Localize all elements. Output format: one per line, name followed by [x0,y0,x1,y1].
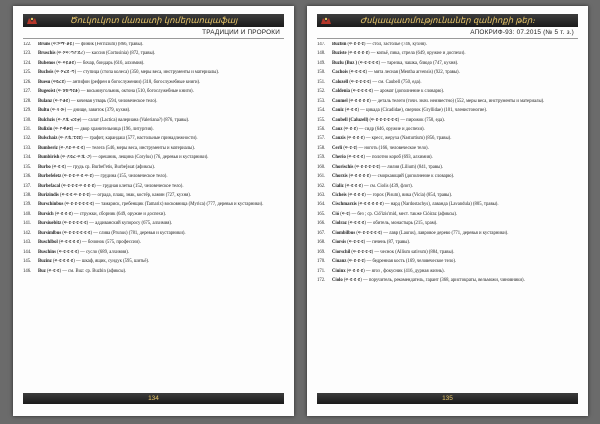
entry-number: 132. [23,136,32,142]
entry-definition: (ፍ·ዩ·ዩ·ዩ) — поручитель, рекомендатель, гарант (368, аристократы, вельможи, чиновники). [342,277,525,283]
list-item [317,269,578,275]
list-item [23,42,284,48]
entry-number: 156. [317,126,326,132]
list-item [23,89,284,95]
entry-text [38,165,284,171]
entry-number: 149. [317,60,326,66]
entry-text [38,118,284,124]
entry-definition: (ፍ·ዩ·ዩ·ዩ·ፍ·ዩ·ዩ·ዩ) — грудная клетка (152, человеческое тело). [60,183,184,189]
entry-definition: (ፍ·ዩ·ዩ·ዩ) — кресс, жеруха (Nasturtium) (856, травы). [345,136,452,142]
entry-number: 152. [317,89,326,95]
list-item [317,231,578,237]
entry-definition: (ፍ·ዩ·ዩ·ዩ·ዩ·ዩ) — лавр (Laurus), лавровое дерево (771, деревья и кустарники). [355,230,509,236]
list-item [23,70,284,76]
entry-term: Ciuanz [332,259,347,265]
entry-text [38,202,284,208]
list-item [23,193,284,199]
entry-text [332,42,578,48]
entry-number: 164. [317,202,326,208]
entry-text [332,250,578,256]
list-item [23,80,284,86]
list-item [23,127,284,133]
list-item [317,146,578,152]
entry-definition: (ፍ·ዩ·ዩ·ዩ) — ягоз , фокусник (416, дурная жизнь). [345,268,445,274]
list-item [317,259,578,265]
entry-definition: (ፍ·ዩ·ዩ·ዩ·ዩ) — см. Caubell (750, еда). [348,79,422,85]
entry-term: Bruns [38,42,51,47]
entry-text [38,89,284,95]
entry-term: Cischmarzis [332,202,357,208]
entry-term: Bulizin [38,126,53,132]
list-item [23,99,284,105]
entry-text [38,212,284,218]
entry-number: 130. [23,117,32,123]
entry-term: Burizindis [38,193,59,198]
entry-definition: (ፍ·ዩ·ዩ·ዩ·ዩ·ዩ) — лилия (Lilium) (841, травы). [353,164,443,170]
page-footer [317,393,578,404]
entry-term: Ciorschil [332,249,351,255]
entry-text [38,193,284,199]
entry-number: 153. [317,98,326,104]
entry-definition: (ፍ·ዩ·ዩ·ዩ·ዩ·ዩ·ዩ) — слива (Prunus) (781, деревья и кустарники). [61,230,186,236]
entry-definition: (ፍ·ዩ·ዩ) — см. Buz: ср. Buzbin (афиксы). [45,268,127,274]
entry-term: Buzlu (Buz ) [332,60,358,66]
entry-text [332,80,578,86]
entry-text [332,212,578,218]
entry-definition: (ፍ·ሾፎዩ·ጣ) — ступица (стопа колеса) (350, меры веса, инструменты и материалы). [53,70,220,76]
entry-text [332,155,578,161]
entry-number: 144. [23,249,32,255]
entry-text [332,269,578,275]
entry-term: Buschlbol [38,240,58,246]
entry-definition: (ፍ·ዩ·ዩ·ዩ·ዩ·ዩ) — нард (Nardostachys), лаванда (Lavandula) (805, травы). [356,202,499,208]
entry-term: Cherio [332,155,346,161]
entry-definition: (ፍ·ዩ·ዩ·ዩ) — обитель, монастырь (215, храм). [346,221,438,227]
list-item [317,80,578,86]
list-item [317,174,578,180]
entry-number: 148. [317,51,326,57]
entry-number: 122. [23,42,32,47]
entry-term: Burbefeletz [38,174,62,180]
entry-definition: (ፍ·ዩ·ዩ·ዩ) — бедренная кость (169, человеческое тело). [346,259,457,265]
entry-text [38,174,284,180]
entry-term: Calozell [332,79,349,85]
entry-term: Cauzis [332,136,346,142]
entry-text [332,174,578,180]
entry-term: Buesu [38,79,51,85]
entry-definition: (ፍ·ዶዩፎ·ፍ:ሿ·ጋ) — орешник, лещина (Corylus) (76, деревья и кустарники). [59,155,209,161]
entry-definition: (ፍ·ዮቆዩ) — кочевая утварь (594, человеческое тело). [52,98,158,104]
list-item [317,99,578,105]
entry-number: 155. [317,117,326,123]
entry-definition: (ፍ·ዩ·ዩ) — сидр (646, оружие и доспехи). [342,126,425,132]
list-item [23,155,284,161]
entry-text [38,108,284,114]
entry-number: 127. [23,89,32,95]
entry-number: 142. [23,230,32,236]
entry-term: Buchsis [38,70,54,76]
entry-number: 126. [23,79,32,85]
entry-definition: (ፍ·ዩ·ዩ·ፍ·ዩ·ዩ·ዩ) — ограда, плащ, знак, костёр, камин (727, кухня). [58,193,191,198]
entry-term: Cerli [332,145,343,151]
entry-text [332,61,578,67]
entry-definition: (ፍ·ዩ·ዩ) — ноготь (166, человеческое тело). [342,145,429,151]
entry-term: Bumberiz [38,145,58,151]
list-item [23,269,284,275]
entry-term: Caubell (Caluzell) [332,117,369,123]
entry-text [332,221,578,227]
entry-term: Bursich [38,211,54,217]
entry-number: 163. [317,193,326,198]
list-item [317,155,578,161]
entry-text [38,80,284,86]
entry-text [38,136,284,142]
entry-text [38,42,284,48]
entry-number: 143. [23,240,32,246]
entry-number: 146. [23,268,32,274]
entry-number: 170. [317,259,326,265]
list-item [317,250,578,256]
page-number: 134 [148,395,159,402]
entry-term: Caldenia [332,89,350,95]
entry-number: 125. [23,70,32,76]
list-item [23,221,284,227]
entry-definition: (ፍ·ዩ·ዩ·ዩ) — см. Ciolis (439, флот). [343,183,413,189]
entry-term: Bugeoist [38,89,56,95]
entry-definition: (ፍ·ዶዩ·ፍ·ዩ·ዩ) — телега (546, меры веса, инструменты и материалы). [57,145,195,151]
list-item [317,70,578,76]
divider [317,38,578,39]
entry-number: 138. [23,193,32,198]
entry-number: 165. [317,211,326,217]
page-header [23,14,284,27]
entry-definition: (ፍ·ዮዊቆዩ) — двор хранительница (196, литургия). [52,126,154,132]
entry-definition: (ፍ·ዩ·ዩ·ዩ) — стол, застолье (746, кухня). [346,42,427,47]
entry-term: Buzinz [38,259,52,265]
entry-term: Bruschis [38,51,56,57]
entry-number: 150. [317,70,326,76]
entry-text [332,202,578,208]
entry-text [332,184,578,190]
entry-text [38,127,284,133]
entry-term: Bursimlbus [38,230,62,236]
entry-term: Burschinbus [38,202,64,208]
list-item [317,221,578,227]
list-item [317,127,578,133]
entry-definition: (ፍ·ዩ·ዩ·ዩ·ዩ) — копьё, пика, стрела (649, оружие и доспехи). [346,51,466,57]
entry-definition: (ፍ·ዩ·ዩ·ዩ·ዩ) — шкаф, ящик, сундук (595, шитьё). [51,259,150,265]
entry-text [332,231,578,237]
list-item [317,108,578,114]
entry-text [38,269,284,275]
list-item [317,136,578,142]
entry-number: 151. [317,79,326,85]
list-item [23,231,284,237]
entry-definition: (ፍ·ዶሿ·ፎዩቲ) — салат (Lactica) валериана (Valeriana?) (876, травы). [54,117,190,123]
entry-number: 134. [23,155,32,161]
entry-text [332,259,578,265]
entry-number: 154. [317,108,326,114]
entry-text [38,259,284,265]
entry-term: Buzbin [332,42,347,47]
left-page [13,6,294,416]
entry-definition: (ፍ·ዩ·ዩ·ዩ) — стружки, сборник (649, оружие и доспехи). [53,211,167,217]
list-item [317,42,578,48]
list-item [23,250,284,256]
section-title: ТРАДИЦИИ И ПРОРОКИ [202,29,280,36]
entry-text [38,146,284,152]
divider [23,38,284,39]
list-item [23,212,284,218]
entry-definition: (ፍ·ዩ·ዩ) — цикада (Cicadidae), сверчок (Gryllidae) (101, членистоногие). [343,108,488,114]
list-item [23,240,284,246]
entry-definition: (ፍ·ዩ·ዩ·ዩ·ዩ·ዩ·ዩ) — пирожок (750, еда). [368,117,445,123]
page-number: 135 [442,395,453,402]
list-item [23,174,284,180]
entry-number: 124. [23,60,32,66]
emblem-icon [320,16,332,25]
entry-definition: (ፍ·ዩ·ዩ·ዩ) — мята лесная (Mentha arvensis) (922, травы). [347,70,460,76]
entry-definition: (ፍ·ዩ·ዩ·ዩ) — горох (Pisum), вика (Vicia) (854, травы). [346,193,453,198]
list-item [317,202,578,208]
entry-list [23,42,284,386]
entry-term: Buziste [332,51,347,57]
entry-definition: (ፍ·ዩ·ዩ·ፍ·ዩ·ፍ·ዩ) — грудина (155, человеческое тело). [61,174,168,180]
entry-term: Cauz [332,126,343,132]
entry-text [332,127,578,133]
entry-number: 157. [317,136,326,142]
list-item [317,278,578,284]
entry-term: Bulschaiz [38,136,58,142]
entry-definition: (ፍ·ዩ·ዩ·ዩ·ዩ) — сморкающий (дополнение к словарю). [347,174,455,180]
list-item [317,212,578,218]
entry-term: Ció [332,211,340,217]
entry-number: 168. [317,240,326,246]
entry-definition: (ፍ·ዩ·ዩ·ዩ) — полотно короб (693, алхимия). [345,155,433,161]
entry-term: Ciombilbus [332,230,356,236]
entry-term: Bubenos [38,60,56,66]
entry-text [38,184,284,190]
entry-definition: (ፍ·ዩ·ዩ·ዩ·ዩ·ዩ) — аддиванский купоросу (675, алхимия). [61,221,173,227]
entry-definition: (ፍ·ሸቿጣዩቆ) — восьмиугольник, октона (510, богослужебные книги). [55,89,194,95]
entry-text [38,231,284,237]
entry-definition: (ፍ·ዩ·ዩ·ዩ·ዩ·ዩ·ዩ) — тамариск, гребенщик (Tamarix) восковница (Myrica) (777, деревья и кустарники). [63,202,264,208]
entry-definition: (ፍ·ዩ·ዩ·ዩ·ዩ) — аромат (дополнение к словарю). [349,89,445,95]
emblem-icon [26,16,38,25]
entry-number: 160. [317,164,326,170]
entry-number: 129. [23,108,32,114]
entry-term: Ciolo [332,277,343,283]
entry-number: 162. [317,183,326,189]
entry-definition: (ፍ·ሳ·ሹ) — днище, завиток (379, кухня). [49,108,131,114]
entry-term: Buz [38,268,46,274]
entry-number: 123. [23,51,32,57]
entry-text [38,221,284,227]
entry-term: Buschins [38,249,56,255]
entry-number: 167. [317,230,326,236]
page-footer [23,393,284,404]
entry-text [38,51,284,57]
entry-number: 166. [317,221,326,227]
list-item [23,184,284,190]
right-page [307,6,588,416]
entry-text [332,70,578,76]
entry-definition: (ፍ·ዩ) — без ; ср. Ciő'izis'mid, мест. также Cióiraz (афиксы). [339,211,458,217]
list-item [317,51,578,57]
entry-number: 128. [23,98,32,104]
entry-text [332,99,578,105]
page-header [317,14,578,27]
entry-number: 135. [23,164,32,170]
list-item [317,118,578,124]
list-item [317,184,578,190]
list-item [23,202,284,208]
entry-text [332,136,578,142]
header-title: Ժսկապատմությունաներ զանիոքի թեր։ [360,15,535,25]
entry-number: 136. [23,174,32,180]
entry-number: 140. [23,211,32,217]
header-title: Ծուկուկոտ մառատի կոմերաոպաֆայ [69,15,238,25]
entry-term: Cializ [332,183,344,189]
entry-text [332,51,578,57]
entry-term: Ciolraz [332,221,347,227]
entry-text [38,70,284,76]
list-item [317,61,578,67]
entry-text [38,155,284,161]
entry-definition: (ፍ·ዩ·ዩ·ዩ·ዩ) — деталь телеги (точн. знач. неизвестно) (552, меры веса, инструменты и материалы). [347,98,545,104]
entry-number: 139. [23,202,32,208]
entry-term: Chorischis [332,164,354,170]
list-item [23,118,284,124]
list-item [317,240,578,246]
entry-text [332,108,578,114]
entry-text [332,118,578,124]
list-item [317,193,578,199]
entry-term: Cachois [332,70,348,76]
entry-text [332,89,578,95]
entry-text [332,146,578,152]
entry-term: Chorzis [332,174,348,180]
entry-term: Caumel [332,98,348,104]
list-item [23,108,284,114]
entry-term: Bumbirish [38,155,60,161]
entry-term: Bulanz [38,98,53,104]
entry-definition: (ፍዩፎዩ) — антифон (рефрен в богослужении) (318, богослужебные книги). [50,79,201,85]
entry-definition: (ፍ·ዩ·ዩ·ዩ·ዩ) — чеснок (Allium sativum) (884, травы). [350,249,455,255]
entry-term: Ciuinx [332,268,346,274]
entry-number: 131. [23,126,32,132]
entry-list [317,42,578,386]
entry-number: 172. [317,277,326,283]
list-item [23,61,284,67]
list-item [23,165,284,171]
entry-definition: (ፍ:ሾማ·ቆዬ) — финик (Ferrizium) (866, травы). [50,42,144,47]
entry-definition: (ፍ·ዶሿ:ፒዩዩ) — графит, карандаш (577, настольные принадлежности). [57,136,198,142]
list-item [317,89,578,95]
entry-term: Bursiuebitz [38,221,62,227]
entry-term: Burbo [38,164,51,170]
entry-number: 159. [317,155,326,161]
list-item [23,146,284,152]
entry-text [38,61,284,67]
entry-text [332,165,578,171]
entry-definition: (ፍ·ፍዬቆዩ) — бочар, бондарь (616, алхимия). [55,60,145,66]
entry-term: Cicheis [332,193,347,198]
entry-number: 141. [23,221,32,227]
entry-definition: (ፍ·ዩ·ዩ·ዩ·ዩ) — бочонок (575, профессии). [57,240,141,246]
entry-term: Cauiz [332,108,344,114]
entry-text [332,240,578,246]
entry-number: 147. [317,42,326,47]
entry-text [38,99,284,105]
entry-number: 169. [317,249,326,255]
section-title: АПОКРИФ-93: 07.2015 (№ 5 т. з.) [470,29,574,36]
entry-term: Burbefacal [38,183,61,189]
list-item [23,51,284,57]
entry-definition: (ፍ·ዩ·ዩ·ዩ·ዩ) — сусло (689, алхимия). [55,249,129,255]
entry-number: 161. [317,174,326,180]
entry-number: 158. [317,145,326,151]
entry-number: 145. [23,259,32,265]
entry-definition: (ፍ·ዩ·ዩ) — грудь ср. Burbef'etis, Burbe[ssat (афиксы). [50,164,155,170]
entry-definition: (ፍ·ዩ·ዩ·ዩ·ዩ) — тарелка, чашка, блюдо (747, кухня). [357,60,459,66]
entry-text [332,193,578,199]
entry-term: Ciorsis [332,240,347,246]
entry-text [38,250,284,256]
list-item [317,165,578,171]
entry-term: Bultu [38,108,50,114]
entry-term: Bulchzis [38,117,55,123]
entry-text [332,278,578,284]
entry-number: 133. [23,145,32,151]
list-item [23,136,284,142]
entry-number: 171. [317,268,326,274]
entry-text [38,240,284,246]
entry-definition: (ፍ·ዩ·ዩ·ዩ) — печень (87, травы). [346,240,411,246]
entry-definition: (ፍ·ሾፍ:ጣያ:ዩሪ) — кассия (Cortusinia) (872, травы). [55,51,156,57]
list-item [23,259,284,265]
entry-number: 137. [23,183,32,189]
